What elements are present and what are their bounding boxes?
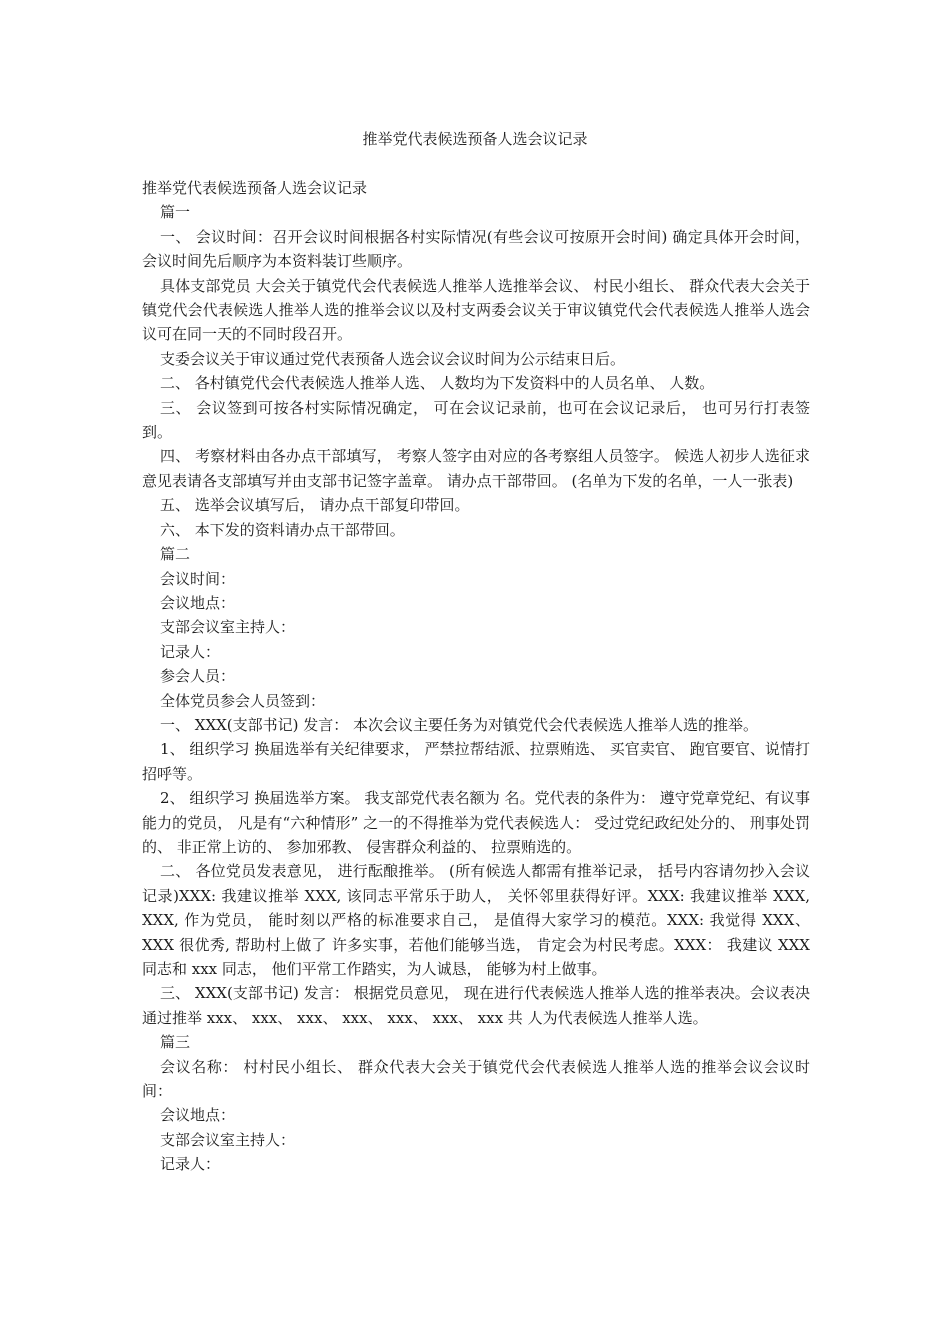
document-subtitle: 推举党代表候选预备人选会议记录 (142, 179, 368, 197)
paragraph: 会议时间： (160, 569, 236, 588)
paragraph: 记录人： (160, 1155, 221, 1174)
paragraph: 一、 XXX(支部书记) 发言： 本次会议主要任务为对镇党代会代表候选人推举人选的推举。 (160, 715, 759, 734)
document-body (142, 176, 810, 1177)
paragraph: 记录人： (160, 642, 221, 661)
paragraph: 具体支部党员 大会关于镇党代会代表候选人推举人选推举会议、 村民小组长、 群众代表大会关于镇党代会代表候选人推举人选的推举会议以及村支两委会议关于审议镇党代会代表候选人推举人选会议可在同一天的不同时段召开。 (142, 276, 810, 344)
paragraph: 支部会议室主持人： (160, 1130, 296, 1149)
paragraph: 五、 选举会议填写后， 请办点干部复印带回。 (160, 496, 470, 515)
section-heading-3: 篇三 (160, 1033, 191, 1052)
paragraph: 四、 考察材料由各办点干部填写， 考察人签字由对应的各考察组人员签字。 候选人初步人选征求意见表请各支部填写并由支部书记签字盖章。 请办点干部带回。 (名单为下发的名单，一人一张表) (142, 447, 810, 490)
section-heading-1: 篇一 (160, 203, 191, 222)
paragraph: 支部会议室主持人： (160, 618, 296, 637)
paragraph: 全体党员参会人员签到： (160, 691, 326, 710)
paragraph: 三、 会议签到可按各村实际情况确定， 可在会议记录前，也可在会议记录后， 也可另行打表签到。 (142, 398, 810, 442)
paragraph: 1、 组织学习 换届选举有关纪律要求， 严禁拉帮结派、拉票贿选、 买官卖官、 跑官要官、说情打招呼等。 (142, 740, 810, 783)
paragraph: 会议地点： (160, 1106, 236, 1125)
paragraph: 二、 各村镇党代会代表候选人推举人选、 人数均为下发资料中的人员名单、 人数。 (160, 374, 715, 393)
paragraph: 一、 会议时间：召开会议时间根据各村实际情况(有些会议可按原开会时间) 确定具体开会时间， 会议时间先后顺序为本资料装订些顺序。 (142, 227, 810, 271)
paragraph: 参会人员： (160, 667, 236, 686)
paragraph: 2、 组织学习 换届选举方案。 我支部党代表名额为 名。党代表的条件为： 遵守党章党纪、有议事能力的党员， 凡是有“六种情形” 之一的不得推举为党代表候选人： 受过党纪政纪处分的、 刑事处罚的、 非正常上访的、 参加邪教、 侵害群众利益的、 拉票贿选的。 (142, 789, 810, 856)
page-title: 推举党代表候选预备人选会议记录 (362, 130, 588, 148)
paragraph: 六、 本下发的资料请办点干部带回。 (160, 520, 405, 539)
paragraph: 二、 各位党员发表意见， 进行酝酿推举。 (所有候选人都需有推举记录， 括号内容请勿抄入会议记录)XXX: 我建议推举 XXX, 该同志平常乐于助人， 关怀邻里获得好评。XXX: 我建议推举 XXX, XXX, 作为党员， 能时刻以严格的标准要求自己， 是值得大家学习的模范。XXX: 我觉得 XXX、 XXX 很优秀, 帮助村上做了 许多实事，若他们能够当选， 肯定会为村民考虑。XXX： 我建议 XXX 同志和 xxx 同志， 他们平常工作踏实，为人诚恳， 能够为村上做事。 (142, 862, 810, 978)
paragraph: 支委会议关于审议通过党代表预备人选会议会议时间为公示结束日后。 (160, 349, 626, 368)
paragraph: 三、 XXX(支部书记) 发言： 根据党员意见， 现在进行代表候选人推举人选的推举表决。会议表决通过推举 xxx、 xxx、 xxx、 xxx、 xxx、 xxx、 xxx 共 人为代表候选人推举人选。 (142, 984, 810, 1027)
section-heading-2: 篇二 (160, 545, 191, 564)
paragraph: 会议名称： 村村民小组长、 群众代表大会关于镇党代会代表候选人推举人选的推举会议会议时间： (142, 1057, 810, 1101)
paragraph: 会议地点： (160, 593, 236, 612)
